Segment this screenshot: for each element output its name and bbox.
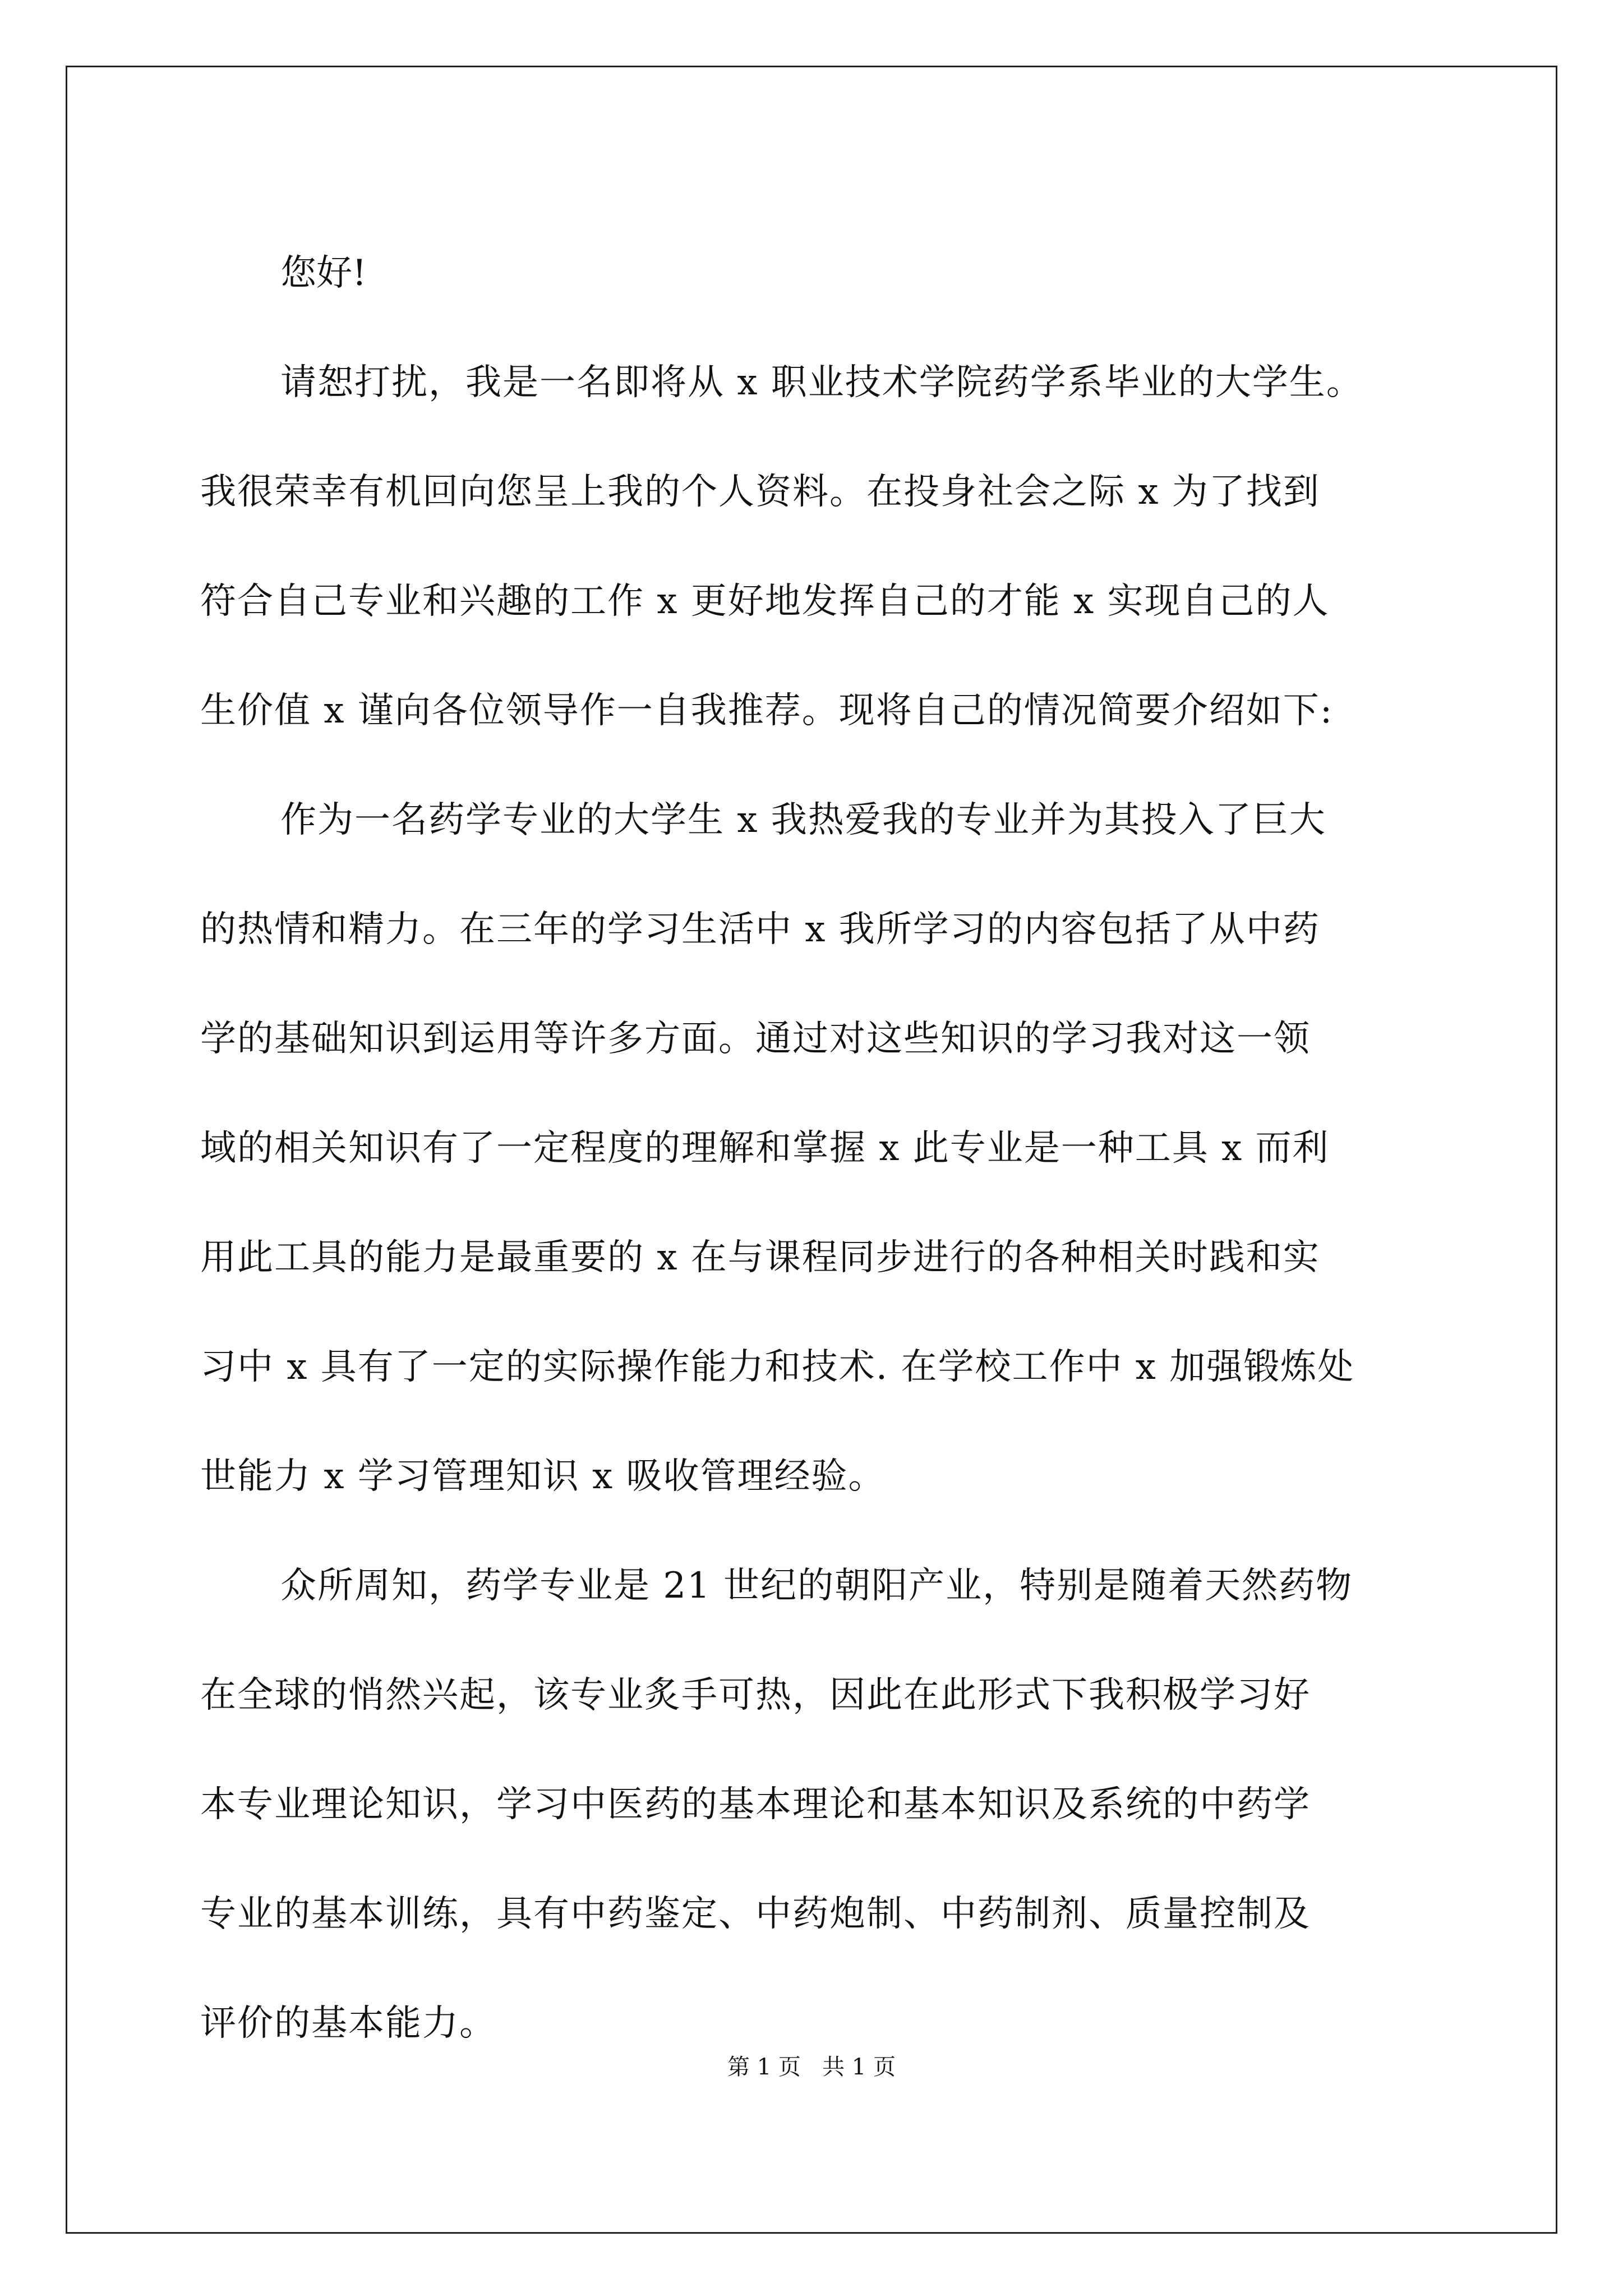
paragraph-line: 作为一名药学专业的大学生 x 我热爱我的专业并为其投入了巨大 — [280, 799, 1326, 841]
paragraph-line: 的热情和精力。在三年的学习生活中 x 我所学习的内容包括了从中药 — [200, 909, 1320, 950]
paragraph-line: 众所周知，药学专业是 21 世纪的朝阳产业，特别是随着天然药物 — [280, 1565, 1353, 1607]
paragraph-line: 在全球的悄然兴起，该专业炙手可热，因此在此形式下我积极学习好 — [200, 1674, 1311, 1716]
greeting: 您好! — [280, 252, 367, 294]
paragraph-study — [200, 766, 1434, 1531]
paragraph-line: 世能力 x 学习管理知识 x 吸收管理经验。 — [200, 1456, 886, 1497]
page-number-footer: 第 1 页 共 1 页 — [727, 2054, 896, 2080]
paragraph-line: 专业的基本训练，具有中药鉴定、中药炮制、中药制剂、质量控制及 — [200, 1893, 1311, 1935]
paragraph-line: 我很荣幸有机回向您呈上我的个人资料。在投身社会之际 x 为了找到 — [200, 471, 1320, 513]
paragraph-line: 请恕打扰，我是一名即将从 x 职业技术学院药学系毕业的大学生。 — [280, 362, 1363, 403]
paragraph-line: 学的基础知识到运用等许多方面。通过对这些知识的学习我对这一领 — [200, 1018, 1311, 1060]
paragraph-line: 本专业理论知识，学习中医药的基本理论和基本知识及系统的中药学 — [200, 1784, 1311, 1825]
paragraph-line: 评价的基本能力。 — [200, 2003, 496, 2044]
letter-body — [200, 219, 1434, 2078]
paragraph-industry — [200, 1531, 1434, 2078]
paragraph-line: 用此工具的能力是最重要的 x 在与课程同步进行的各种相关时践和实 — [200, 1237, 1320, 1278]
paragraph-intro — [200, 328, 1434, 766]
paragraph-line: 习中 x 具有了一定的实际操作能力和技术. 在学校工作中 x 加强锻炼处 — [200, 1346, 1355, 1388]
paragraph-line: 域的相关知识有了一定程度的理解和掌握 x 此专业是一种工具 x 而利 — [200, 1128, 1330, 1169]
paragraph-line: 符合自己专业和兴趣的工作 x 更好地发挥自己的才能 x 实现自己的人 — [200, 581, 1330, 622]
paragraph-line: 生价值 x 谨向各位领导作一自我推荐。现将自己的情况简要介绍如下: — [200, 690, 1334, 731]
